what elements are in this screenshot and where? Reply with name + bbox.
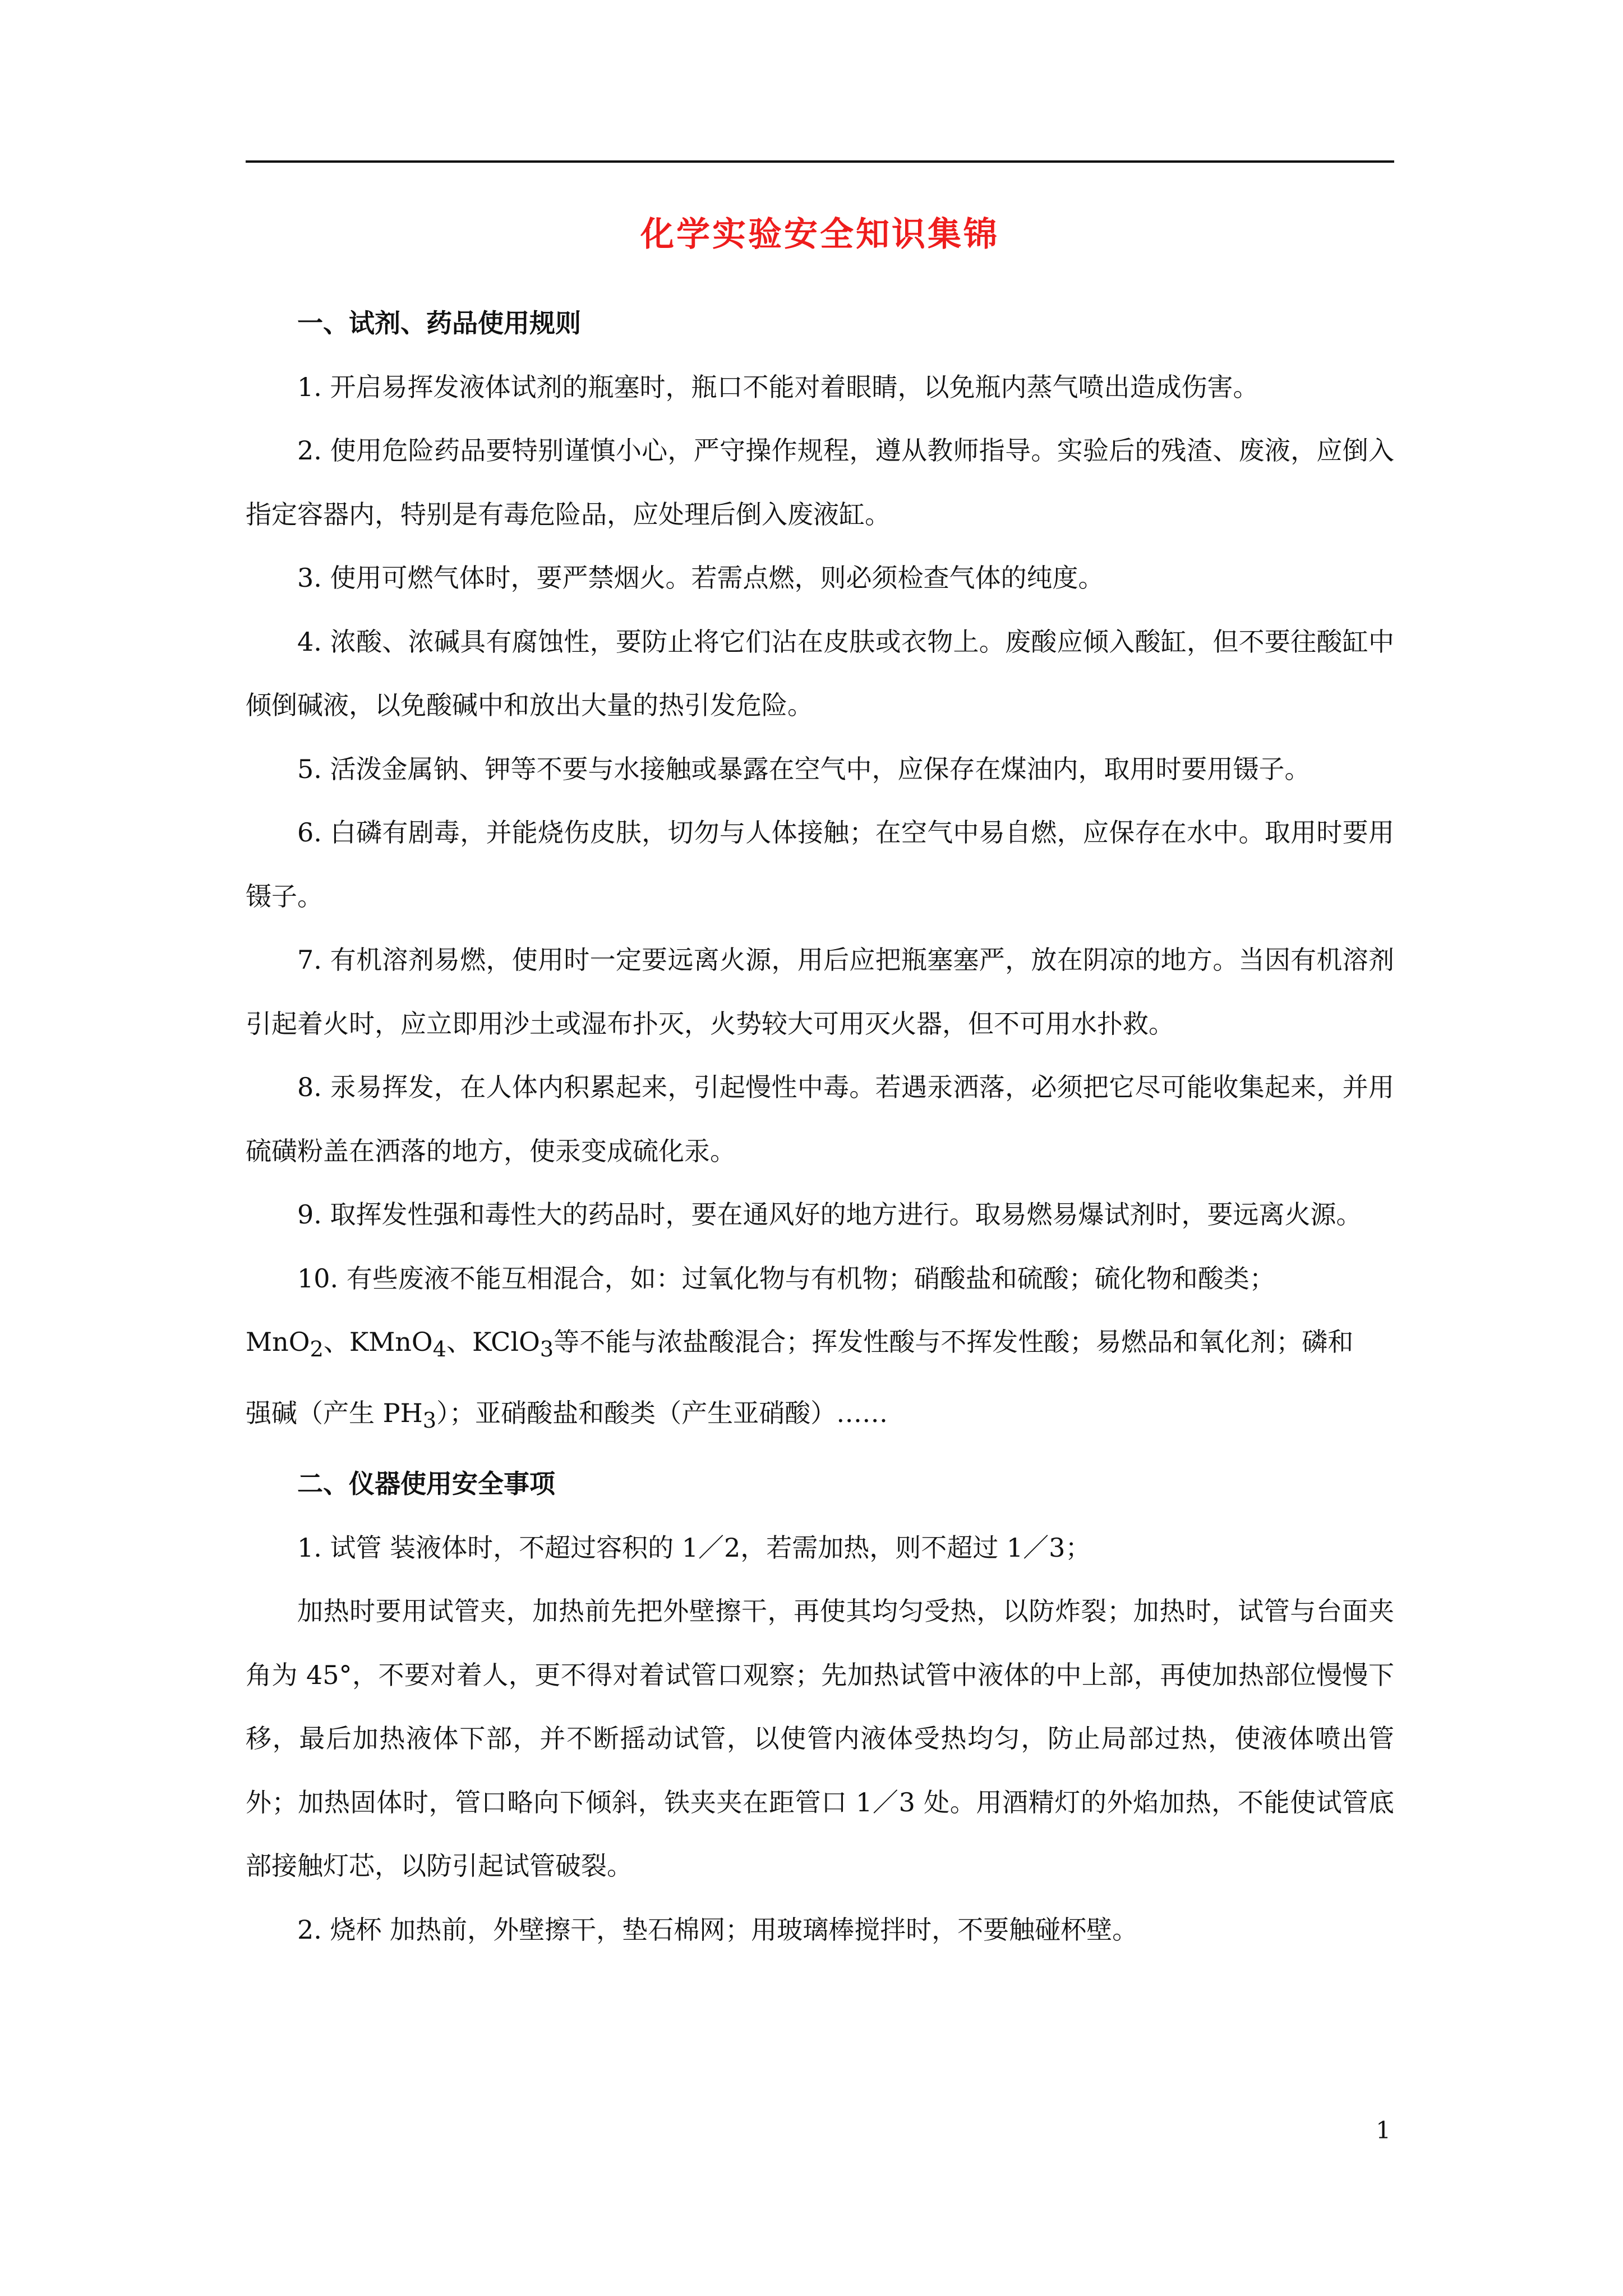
formula-mno2: MnO: [246, 1327, 310, 1357]
rule-item-10-line-2-text: 等不能与浓盐酸混合；挥发性酸与不挥发性酸；易燃品和氧化剂；磷和: [554, 1327, 1354, 1357]
rule-item-1: 1. 开启易挥发液体试剂的瓶塞时，瓶口不能对着眼睛，以免瓶内蒸气喷出造成伤害。: [297, 371, 1259, 402]
section-heading-reagents: 一、试剂、药品使用规则: [297, 308, 581, 338]
instrument-item-1-detail: 加热时要用试管夹，加热前先把外壁擦干，再使其均匀受热，以防炸裂；加热时，试管与台面夹角为 45°，不要对着人，更不得对着试管口观察；先加热试管中液体的中上部，再使加热部位慢慢下移，最后加热液体下部，并不断摇动试管，以使管内液体受热均匀，防止局部过热，使液体喷出管外；加热固体时，管口略向下倾斜，铁夹夹在距管口 1／3 处。用酒精灯的外焰加热，不能使试管底部接触灯芯，以防引起试管破裂。: [246, 1596, 1394, 1881]
subscript: 3: [540, 1337, 554, 1363]
rule-item-4: 4. 浓酸、浓碱具有腐蚀性，要防止将它们沾在皮肤或衣物上。废酸应倾入酸缸，但不要往酸缸中倾倒碱液，以免酸碱中和放出大量的热引发危险。: [246, 626, 1394, 720]
page-number: 1: [1376, 2116, 1391, 2144]
rule-item-10-line-2: [246, 1310, 1394, 1382]
subscript: 3: [422, 1407, 437, 1433]
subscript: 2: [310, 1337, 324, 1363]
formula-kclo3: 、KClO: [446, 1327, 540, 1357]
rule-item-7: 7. 有机溶剂易燃，使用时一定要远离火源，用后应把瓶塞塞严，放在阴凉的地方。当因有机溶剂引起着火时，应立即用沙土或湿布扑灭，火势较大可用灭火器，但不可用水扑救。: [246, 945, 1394, 1039]
rule-item-5: 5. 活泼金属钠、钾等不要与水接触或暴露在空气中，应保存在煤油内，取用时要用镊子。: [297, 753, 1311, 784]
subscript: 4: [432, 1337, 447, 1363]
rule-item-10-line-1: 10. 有些废液不能互相混合，如：过氧化物与有机物；硝酸盐和硫酸；硫化物和酸类；: [297, 1263, 1275, 1294]
rule-item-2: 2. 使用危险药品要特别谨慎小心，严守操作规程，遵从教师指导。实验后的残渣、废液，应倒入指定容器内，特别是有毒危险品，应处理后倒入废液缸。: [246, 435, 1394, 530]
instrument-item-2: 2. 烧杯 加热前，外壁擦干，垫石棉网；用玻璃棒搅拌时，不要触碰杯壁。: [297, 1914, 1138, 1945]
rule-item-10-line-3-text-a: 强碱（产生 PH: [246, 1397, 423, 1428]
rule-item-10-line-3: [246, 1382, 1394, 1453]
rule-item-9: 9. 取挥发性强和毒性大的药品时，要在通风好的地方进行。取易燃易爆试剂时，要远离火源。: [297, 1199, 1362, 1230]
document-title: 化学实验安全知识集锦: [640, 215, 999, 254]
rule-item-3: 3. 使用可燃气体时，要严禁烟火。若需点燃，则必须检查气体的纯度。: [297, 563, 1104, 593]
rule-item-6: 6. 白磷有剧毒，并能烧伤皮肤，切勿与人体接触；在空气中易自燃，应保存在水中。取用时要用镊子。: [246, 817, 1394, 912]
section-heading-instruments: 二、仪器使用安全事项: [297, 1469, 555, 1499]
rule-item-10-line-3-text-b: ）；亚硝酸盐和酸类（产生亚硝酸）……: [436, 1397, 888, 1428]
header-rule: [246, 160, 1394, 163]
instrument-item-1-intro: 1. 试管 装液体时，不超过容积的 1／2，若需加热，则不超过 1／3；: [297, 1532, 1091, 1563]
formula-kmno4: 、KMnO: [323, 1327, 433, 1357]
rule-item-10: [246, 1247, 1394, 1453]
document-body: [246, 292, 1394, 1962]
rule-item-8: 8. 汞易挥发，在人体内积累起来，引起慢性中毒。若遇汞洒落，必须把它尽可能收集起来，并用硫磺粉盖在洒落的地方，使汞变成硫化汞。: [246, 1072, 1394, 1166]
